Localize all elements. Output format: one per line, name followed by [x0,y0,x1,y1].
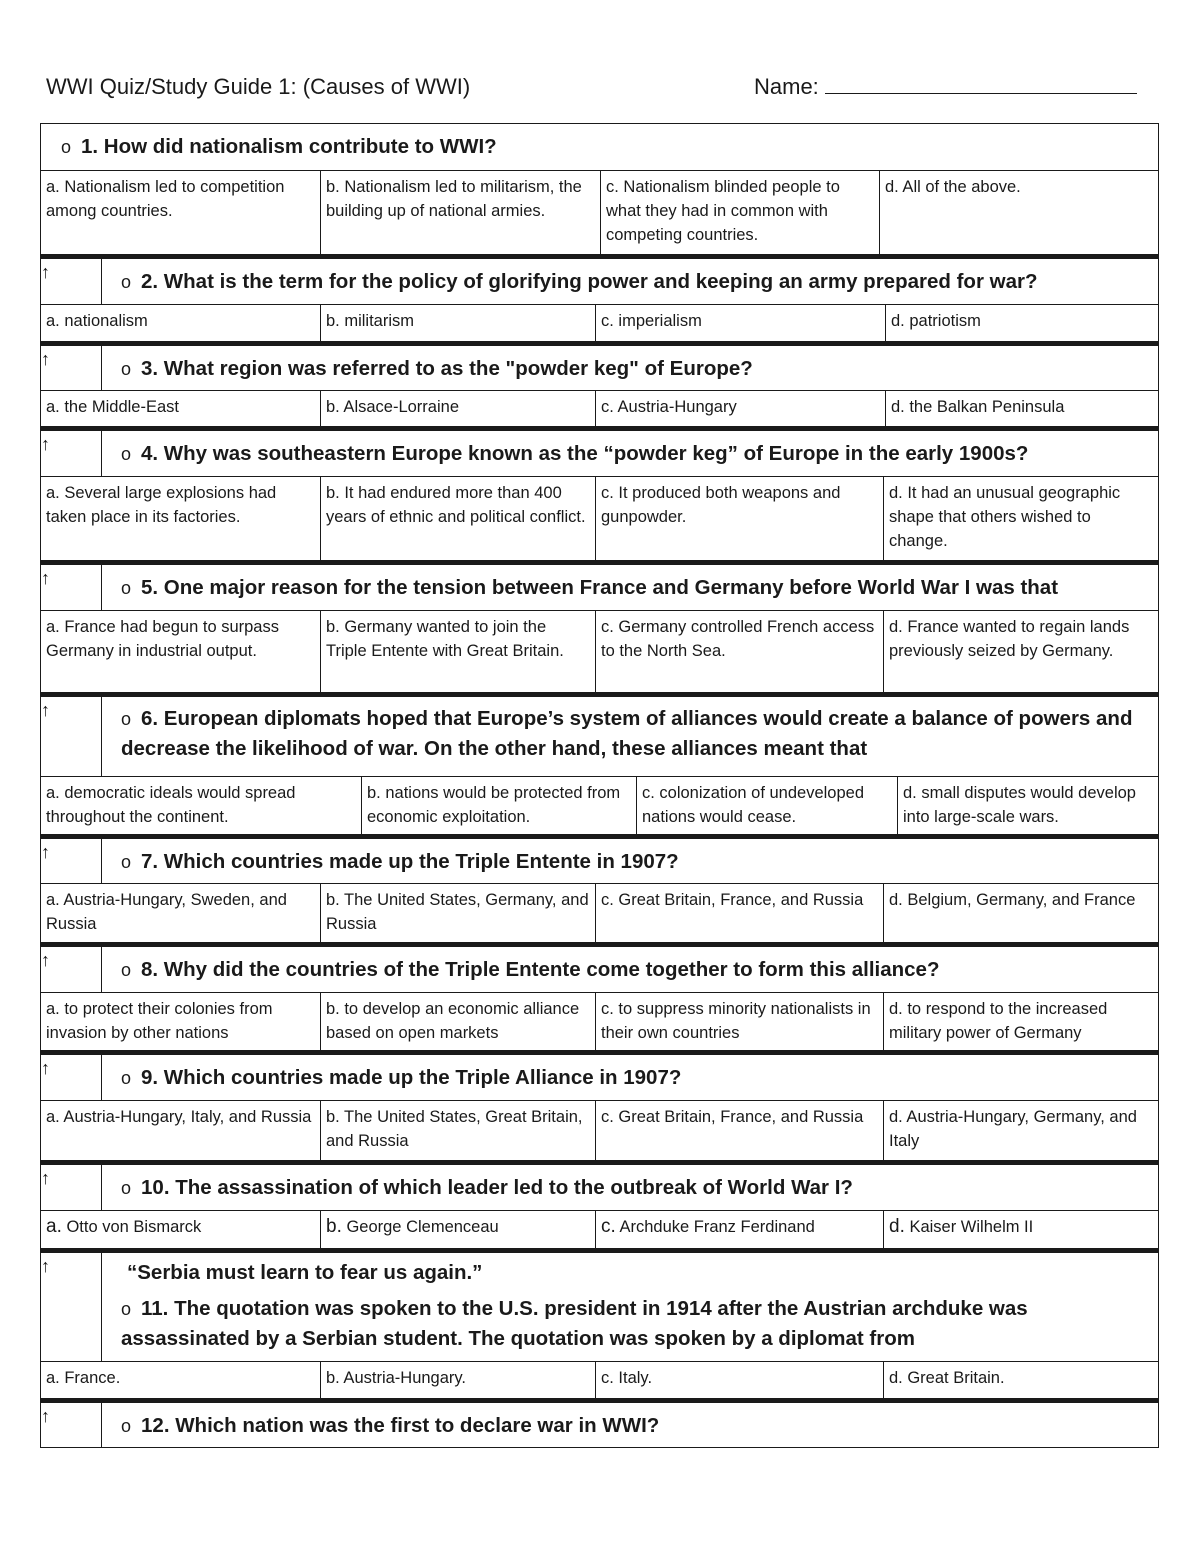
answer-row [41,1211,1158,1249]
question-text-line2: decrease the likelihood of war. On the other hand, these alliances meant that [121,737,868,760]
question-text: 6. European diplomats hoped that Europe’s system of alliances would create a balance of powers and [141,707,1133,730]
name-field[interactable] [754,74,1137,100]
question-text: 4. Why was southeastern Europe known as the “powder keg” of Europe in the early 1900s? [141,442,1029,465]
answer-letter: b. [326,1216,342,1237]
answer-letter: d. [889,1216,905,1237]
move-handle-icon[interactable]: ↑ [41,1168,50,1188]
question-row [41,693,1158,777]
answer-option-d[interactable]: d. It had an unusual geographic shape that others wished to change. [889,484,1121,550]
answer-option-d[interactable]: d. France wanted to regain lands previously seized by Germany. [889,618,1130,660]
answer-option-c[interactable]: c. Nationalism blinded people to what they had in common with competing countries. [601,171,880,254]
bullet-icon: o [121,960,132,980]
answer-option-d[interactable]: d. Belgium, Germany, and France [889,891,1136,909]
answer-option-b[interactable]: b. Germany wanted to join the Triple Entente with Great Britain. [321,611,596,692]
answer-text: George Clemenceau [346,1218,499,1236]
move-handle-icon[interactable]: ↑ [41,950,50,970]
answer-option-d[interactable]: d. All of the above. [885,178,1021,196]
question-row [41,1161,1158,1211]
answer-row [41,884,1158,943]
answer-option-c[interactable]: c. Italy. [596,1362,884,1398]
answer-option-b[interactable]: b. Alsace-Lorraine [321,391,596,426]
bullet-icon: o [61,137,72,157]
answer-option-b[interactable]: b. The United States, Great Britain, and Russia [321,1101,596,1160]
move-handle-icon[interactable]: ↑ [41,262,50,282]
answer-option-a[interactable]: a. democratic ideals would spread throughout the continent. [41,777,362,834]
answer-option-b[interactable]: b. The United States, Germany, and Russia [321,884,596,942]
bullet-icon: o [121,1299,132,1319]
bullet-icon: o [121,1068,132,1088]
bullet-icon: o [121,1416,132,1436]
bullet-icon: o [121,444,132,464]
answer-row [41,611,1158,693]
answer-row [41,477,1158,561]
move-handle-icon[interactable]: ↑ [41,1406,50,1426]
bullet-icon: o [121,1178,132,1198]
question-row [41,943,1158,993]
question-row [41,427,1158,477]
answer-option-a[interactable]: a. Several large explosions had taken place in its factories. [41,477,321,560]
move-handle-icon[interactable]: ↑ [41,842,50,862]
answer-option-c[interactable]: c. colonization of undeveloped nations would cease. [637,777,898,834]
answer-option-c[interactable]: c. imperialism [596,305,886,341]
answer-option-d[interactable]: d. Austria-Hungary, Germany, and Italy [889,1108,1137,1150]
bullet-icon: o [121,852,132,872]
answer-option-a[interactable]: a. the Middle-East [41,391,321,426]
question-text: 7. Which countries made up the Triple Entente in 1907? [141,850,679,873]
answer-option-b[interactable]: b. Austria-Hungary. [321,1362,596,1398]
question-row [41,561,1158,611]
answer-option-d[interactable]: d. small disputes would develop into large-scale wars. [903,784,1136,826]
answer-option-c[interactable]: c. to suppress minority nationalists in their own countries [596,993,884,1050]
answer-option-d[interactable]: d. patriotism [891,312,981,330]
bullet-icon: o [121,359,132,379]
answer-option-a[interactable]: a. Austria-Hungary, Sweden, and Russia [41,884,321,942]
page-header [46,74,1150,108]
answer-row [41,1362,1158,1399]
question-text: 8. Why did the countries of the Triple Entente come together to form this alliance? [141,958,940,981]
question-row [41,124,1158,171]
question-row [41,1399,1158,1447]
move-handle-icon[interactable]: ↑ [41,568,50,588]
answer-option-a[interactable]: a. nationalism [41,305,321,341]
answer-row [41,305,1158,342]
question-text: 9. Which countries made up the Triple Alliance in 1907? [141,1066,682,1089]
answer-option-c[interactable]: c. Great Britain, France, and Russia [596,1101,884,1160]
answer-option-c[interactable] [596,1211,884,1248]
question-text-line2: assassinated by a Serbian student. The quotation was spoken by a diplomat from [121,1327,915,1350]
answer-option-c[interactable]: c. Austria-Hungary [596,391,886,426]
answer-option-d[interactable]: d. to respond to the increased military power of Germany [889,1000,1108,1042]
answer-row [41,391,1158,427]
move-handle-icon[interactable]: ↑ [41,1256,50,1276]
question-text: 1. How did nationalism contribute to WWI? [81,135,497,158]
question-row [41,255,1158,305]
answer-option-d[interactable]: d. Great Britain. [889,1369,1005,1387]
answer-option-a[interactable]: a. Austria-Hungary, Italy, and Russia [41,1101,321,1160]
answer-option-a[interactable]: a. France. [41,1362,321,1398]
answer-row [41,993,1158,1051]
question-row [41,835,1158,884]
answer-option-b[interactable] [321,1211,596,1248]
answer-row [41,777,1158,835]
question-row [41,342,1158,391]
answer-option-d[interactable] [884,1211,1158,1248]
page-title: WWI Quiz/Study Guide 1: (Causes of WWI) [46,74,471,99]
bullet-icon: o [121,578,132,598]
name-blank-line[interactable] [825,75,1137,94]
answer-option-b[interactable]: b. Nationalism led to militarism, the building up of national armies. [321,171,601,254]
question-text: 11. The quotation was spoken to the U.S. president in 1914 after the Austrian archduke was [141,1297,1028,1320]
quotation-text: “Serbia must learn to fear us again.” [127,1261,483,1284]
answer-option-a[interactable]: a. France had begun to surpass Germany in industrial output. [41,611,321,692]
bullet-icon: o [121,272,132,292]
answer-row [41,1101,1158,1161]
question-text: 10. The assassination of which leader led to the outbreak of World War I? [141,1176,853,1199]
name-label: Name: [754,74,819,99]
answer-option-b[interactable]: b. to develop an economic alliance based on open markets [321,993,596,1050]
move-handle-icon[interactable]: ↑ [41,1058,50,1078]
answer-text: Otto von Bismarck [66,1218,202,1236]
question-text: 12. Which nation was the first to declare war in WWI? [141,1414,660,1437]
answer-text: Archduke Franz Ferdinand [619,1218,815,1236]
answer-option-a[interactable]: a. Nationalism led to competition among countries. [41,171,321,254]
answer-letter: a. [46,1216,62,1237]
question-text: 5. One major reason for the tension between France and Germany before World War I was that [141,576,1059,599]
question-text: 2. What is the term for the policy of glorifying power and keeping an army prepared for war? [141,270,1038,293]
answer-option-c[interactable]: c. Germany controlled French access to the North Sea. [596,611,884,692]
move-handle-icon[interactable]: ↑ [41,700,50,720]
question-text: 3. What region was referred to as the "powder keg" of Europe? [141,357,753,380]
question-row [41,1051,1158,1101]
answer-row [41,171,1158,255]
bullet-icon: o [121,709,132,729]
answer-option-b[interactable]: b. It had endured more than 400 years of ethnic and political conflict. [321,477,596,560]
answer-letter: c. [601,1216,616,1237]
answer-option-c[interactable]: c. It produced both weapons and gunpowder. [596,477,884,560]
answer-option-d[interactable]: d. the Balkan Peninsula [891,398,1065,416]
quiz-table [40,123,1159,1448]
answer-option-b[interactable]: b. militarism [321,305,596,341]
answer-option-b[interactable]: b. nations would be protected from economic exploitation. [362,777,637,834]
move-handle-icon[interactable]: ↑ [41,349,50,369]
move-handle-icon[interactable]: ↑ [41,434,50,454]
answer-option-a[interactable] [41,1211,321,1248]
answer-option-a[interactable]: a. to protect their colonies from invasion by other nations [41,993,321,1050]
question-row [41,1249,1158,1362]
answer-text: Kaiser Wilhelm II [909,1218,1034,1236]
answer-option-c[interactable]: c. Great Britain, France, and Russia [596,884,884,942]
